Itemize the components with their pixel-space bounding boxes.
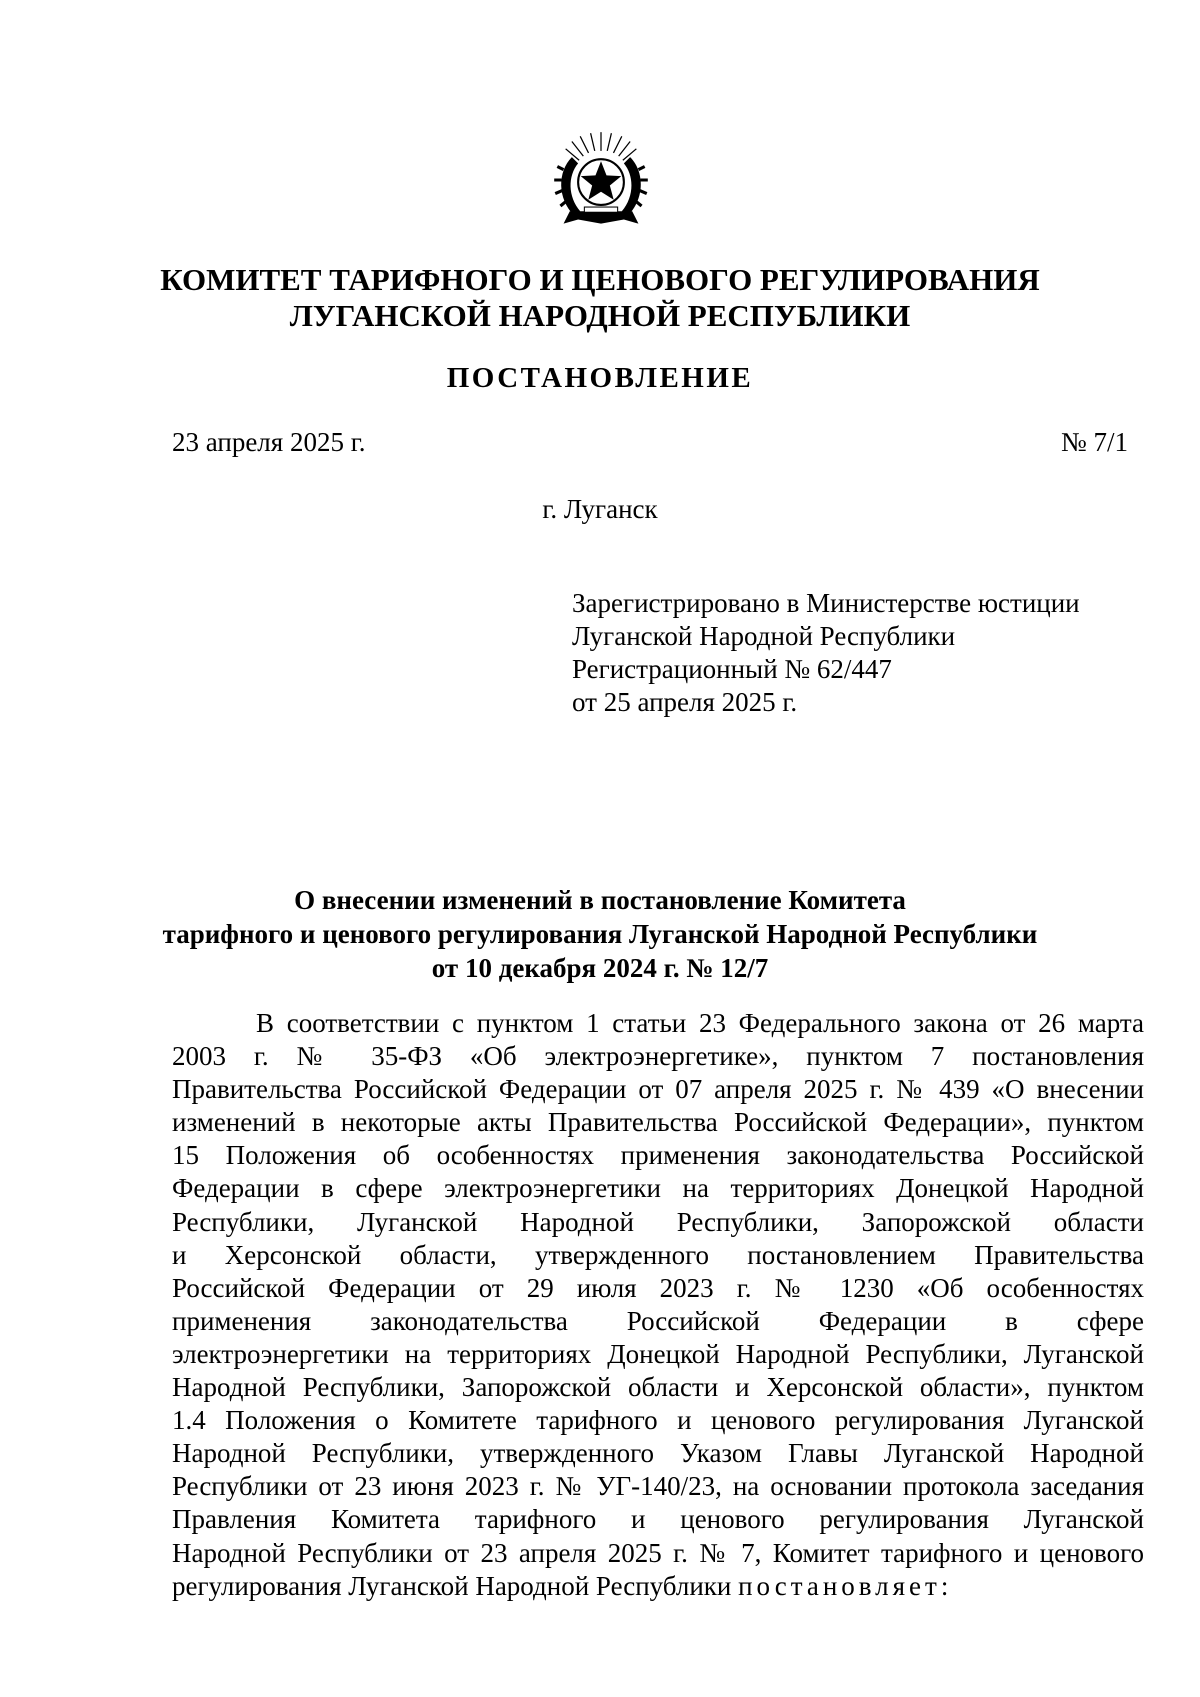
paragraph-line: Народной Республики, утвержденного Указом Главы Луганской Народной: [172, 1438, 1144, 1469]
paragraph-line: Правительства Российской Федерации от 07 апреля 2025 г. № 439 «О внесении: [172, 1074, 1144, 1105]
paragraph-line: Республики от 23 июня 2023 г. № УГ-140/23, на основании протокола заседания: [172, 1471, 1144, 1502]
paragraph-line: применения законодательства Российской Федерации в сфере: [172, 1305, 1144, 1336]
paragraph-line: 1.4 Положения о Комитете тарифного и ценового регулирования Луганской: [172, 1405, 1144, 1436]
registration-line: Луганской Народной Республики: [572, 621, 956, 651]
paragraph-line: Народной Республики от 23 апреля 2025 г. № 7, Комитет тарифного и ценового: [172, 1537, 1144, 1568]
document-number: № 7/1: [1060, 427, 1128, 457]
preamble-paragraph: [172, 1007, 1144, 1603]
subject-line: О внесении изменений в постановление Комитета: [294, 885, 906, 915]
paragraph-line: Народной Республики, Запорожской области и Херсонской области», пунктом: [172, 1372, 1144, 1403]
final-line-text: регулирования Луганской Народной Республики: [172, 1570, 739, 1601]
paragraph-line: Российской Федерации от 29 июля 2023 г. № 1230 «Об особенностях: [172, 1272, 1144, 1303]
paragraph-line: 15 Положения об особенностях применения законодательства Российской: [172, 1140, 1144, 1171]
paragraph-line: и Херсонской области, утвержденного постановлением Правительства: [172, 1239, 1144, 1270]
registration-line: Зарегистрировано в Министерстве юстиции: [572, 588, 1080, 618]
organization-name-line2: ЛУГАНСКОЙ НАРОДНОЙ РЕСПУБЛИКИ: [289, 298, 911, 333]
organization-name-line1: КОМИТЕТ ТАРИФНОГО И ЦЕНОВОГО РЕГУЛИРОВАНИЯ: [160, 262, 1040, 297]
registration-line: от 25 апреля 2025 г.: [572, 687, 798, 717]
paragraph-line: электроэнергетики на территориях Донецкой Народной Республики, Луганской: [172, 1338, 1144, 1369]
paragraph-line: В соответствии с пунктом 1 статьи 23 Федерального закона от 26 марта: [256, 1008, 1144, 1038]
document-type-title: ПОСТАНОВЛЕНИЕ: [446, 362, 754, 394]
subject-line: тарифного и ценового регулирования Луганской Народной Республики: [162, 919, 1038, 949]
paragraph-line: Федерации в сфере электроэнергетики на территориях Донецкой Народной: [172, 1173, 1144, 1204]
document-city: г. Луганск: [542, 494, 658, 524]
registration-line: Регистрационный № 62/447: [572, 654, 892, 684]
subject-line: от 10 декабря 2024 г. № 12/7: [431, 953, 769, 983]
paragraph-final-line: [172, 1570, 1144, 1603]
paragraph-line: Правления Комитета тарифного и ценового регулирования Луганской: [172, 1504, 1144, 1535]
document-date: 23 апреля 2025 г.: [172, 427, 366, 457]
coat-of-arms-icon: [549, 128, 653, 232]
paragraph-line: Республики, Луганской Народной Республики, Запорожской области: [172, 1206, 1144, 1237]
registration-stamp: [572, 587, 1080, 719]
paragraph-line: 2003 г. № 35-ФЗ «Об электроэнергетике», пунктом 7 постановления: [172, 1041, 1144, 1072]
document-subject: [0, 883, 1200, 985]
paragraph-line: изменений в некоторые акты Правительства Российской Федерации», пунктом: [172, 1107, 1144, 1138]
resolution-keyword: постановляет:: [738, 1570, 953, 1601]
